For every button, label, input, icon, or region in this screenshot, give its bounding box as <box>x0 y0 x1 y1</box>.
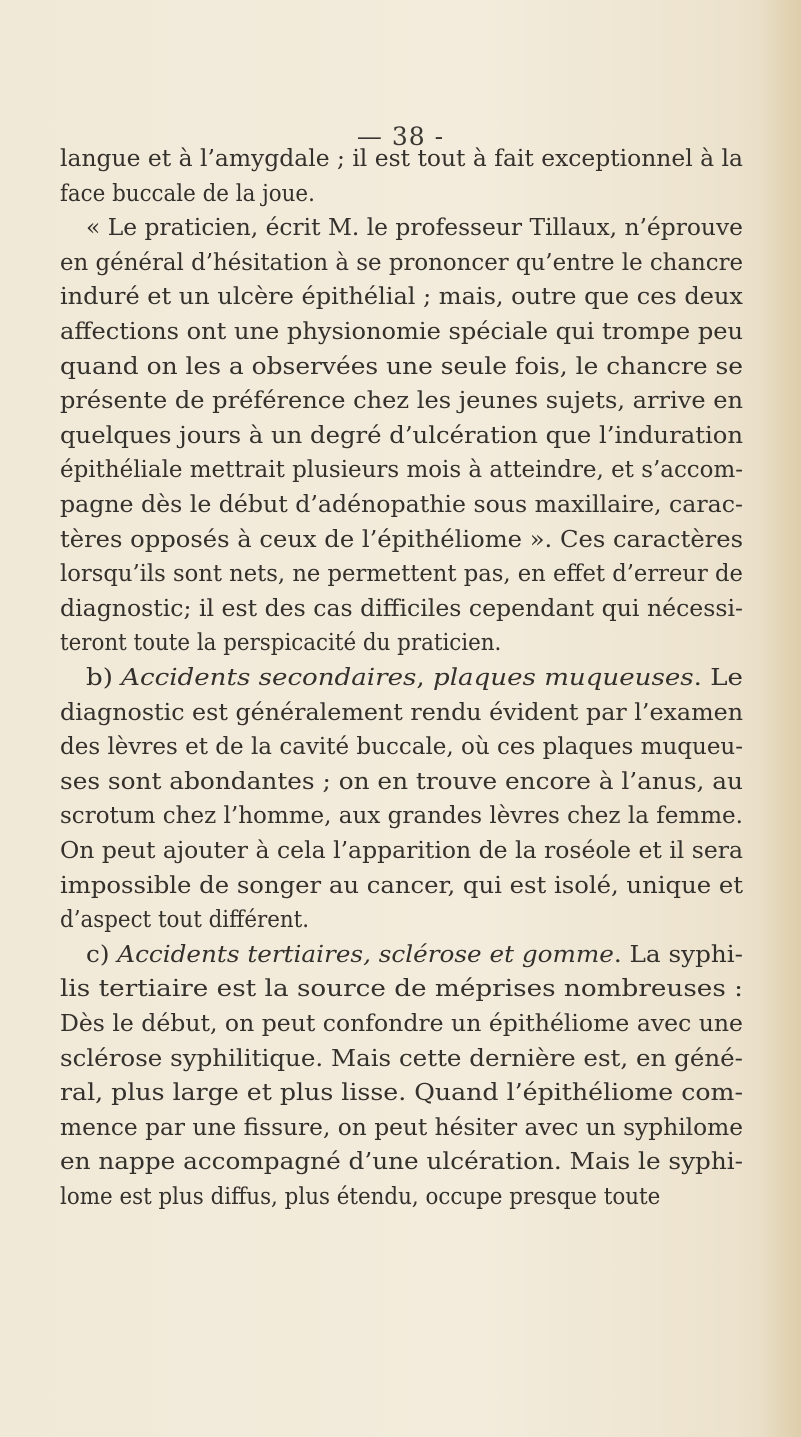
text-line <box>60 1011 743 1037</box>
text-line <box>60 1046 743 1072</box>
line-text: , <box>416 665 434 691</box>
text-line <box>86 215 743 241</box>
line-text: lorsqu’ils sont nets, ne permettent pas, en effet d’erreur de <box>60 561 743 588</box>
text-line <box>60 1149 743 1175</box>
line-text: scrotum chez l’homme, aux grandes lèvres chez la femme. <box>60 803 743 830</box>
line-text: ses sont abondantes ; on en trouve encore à l’anus, au <box>60 768 743 795</box>
line-text: d’aspect tout différent. <box>60 907 310 934</box>
text-line <box>60 907 309 933</box>
line-text: c) <box>86 941 118 968</box>
line-text: teront toute la perspicacité du praticien. <box>60 630 502 657</box>
line-text: sclérose syphilitique. Mais cette dernière est, en géné- <box>60 1045 743 1072</box>
line-text: On peut ajouter à cela l’apparition de la roséole et il sera <box>60 838 743 864</box>
line-text: pagne dès le début d’adénopathie sous maxillaire, carac- <box>60 492 743 518</box>
text-line <box>60 319 743 345</box>
text-line <box>60 734 743 760</box>
line-text: induré et un ulcère épithélial ; mais, outre que ces deux <box>60 284 743 311</box>
line-text: lis tertiaire est la source de méprises nombreuses : <box>60 976 743 1003</box>
text-line <box>60 388 743 414</box>
line-text: lome est plus diffus, plus étendu, occupe presque toute <box>60 1184 661 1210</box>
line-text: b) <box>86 665 122 691</box>
page-number: — 38 - <box>356 122 445 151</box>
text-line <box>60 181 315 207</box>
page-edge-shadow <box>761 0 801 1437</box>
line-text: Dès le début, on peut confondre un épithéliome avec une <box>60 1011 743 1037</box>
text-line <box>60 596 743 622</box>
text-line <box>60 146 743 172</box>
text-line <box>60 976 743 1002</box>
text-line <box>60 561 743 587</box>
line-text: mence par une fissure, on peut hésiter avec un syphilome <box>60 1114 743 1141</box>
line-text: tères opposés à ceux de l’épithéliome ». Ces caractères <box>60 526 744 553</box>
line-text: quand on les a observées une seule fois, le chancre se <box>60 353 743 380</box>
text-line <box>60 1080 743 1106</box>
line-text: « Le praticien, écrit M. le professeur Tillaux, n’éprouve <box>86 215 743 242</box>
italic-heading-text: Accidents tertiaires, sclérose et gomme <box>117 941 614 968</box>
line-text: présente de préférence chez les jeunes sujets, arrive en <box>60 388 743 415</box>
line-text: épithéliale mettrait plusieurs mois à atteindre, et s’accom- <box>60 457 744 484</box>
text-line <box>60 457 743 483</box>
line-text: diagnostic; il est des cas difficiles cependant qui nécessi- <box>60 595 743 622</box>
text-line <box>60 527 743 553</box>
line-text: face buccale de la joue. <box>60 180 315 207</box>
line-text: . Le <box>693 665 743 691</box>
text-line <box>60 492 743 518</box>
text-line <box>60 803 743 829</box>
text-line <box>60 284 743 310</box>
line-text: . La syphi- <box>613 941 744 968</box>
line-text: diagnostic est généralement rendu évident par l’examen <box>60 699 744 726</box>
text-line <box>60 354 743 380</box>
text-line <box>60 630 501 656</box>
text-line <box>60 700 743 726</box>
italic-heading-text: Accidents secondaires <box>121 665 417 691</box>
line-text: en général d’hésitation à se prononcer qu’entre le chancre <box>60 249 744 276</box>
line-text: affections ont une physionomie spéciale qui trompe peu <box>60 319 744 345</box>
text-line <box>60 1184 660 1210</box>
text-line <box>60 250 743 276</box>
line-text: impossible de songer au cancer, qui est isolé, unique et <box>60 872 743 899</box>
text-line <box>60 769 743 795</box>
text-line <box>86 665 743 691</box>
line-text: langue et à l’amygdale ; il est tout à fait exceptionnel à la <box>60 146 744 172</box>
line-text: en nappe accompagné d’une ulcération. Mais le syphi- <box>60 1149 744 1176</box>
line-text: quelques jours à un degré d’ulcération que l’induration <box>60 422 744 449</box>
text-line <box>60 873 743 899</box>
line-text: ral, plus large et plus lisse. Quand l’épithéliome com- <box>60 1080 743 1107</box>
italic-heading-text: plaques muqueuses <box>433 665 694 691</box>
line-text: des lèvres et de la cavité buccale, où ces plaques muqueu- <box>60 734 744 761</box>
text-line <box>86 942 743 968</box>
text-line <box>60 838 743 864</box>
text-line <box>60 1115 743 1141</box>
text-line <box>60 423 743 449</box>
